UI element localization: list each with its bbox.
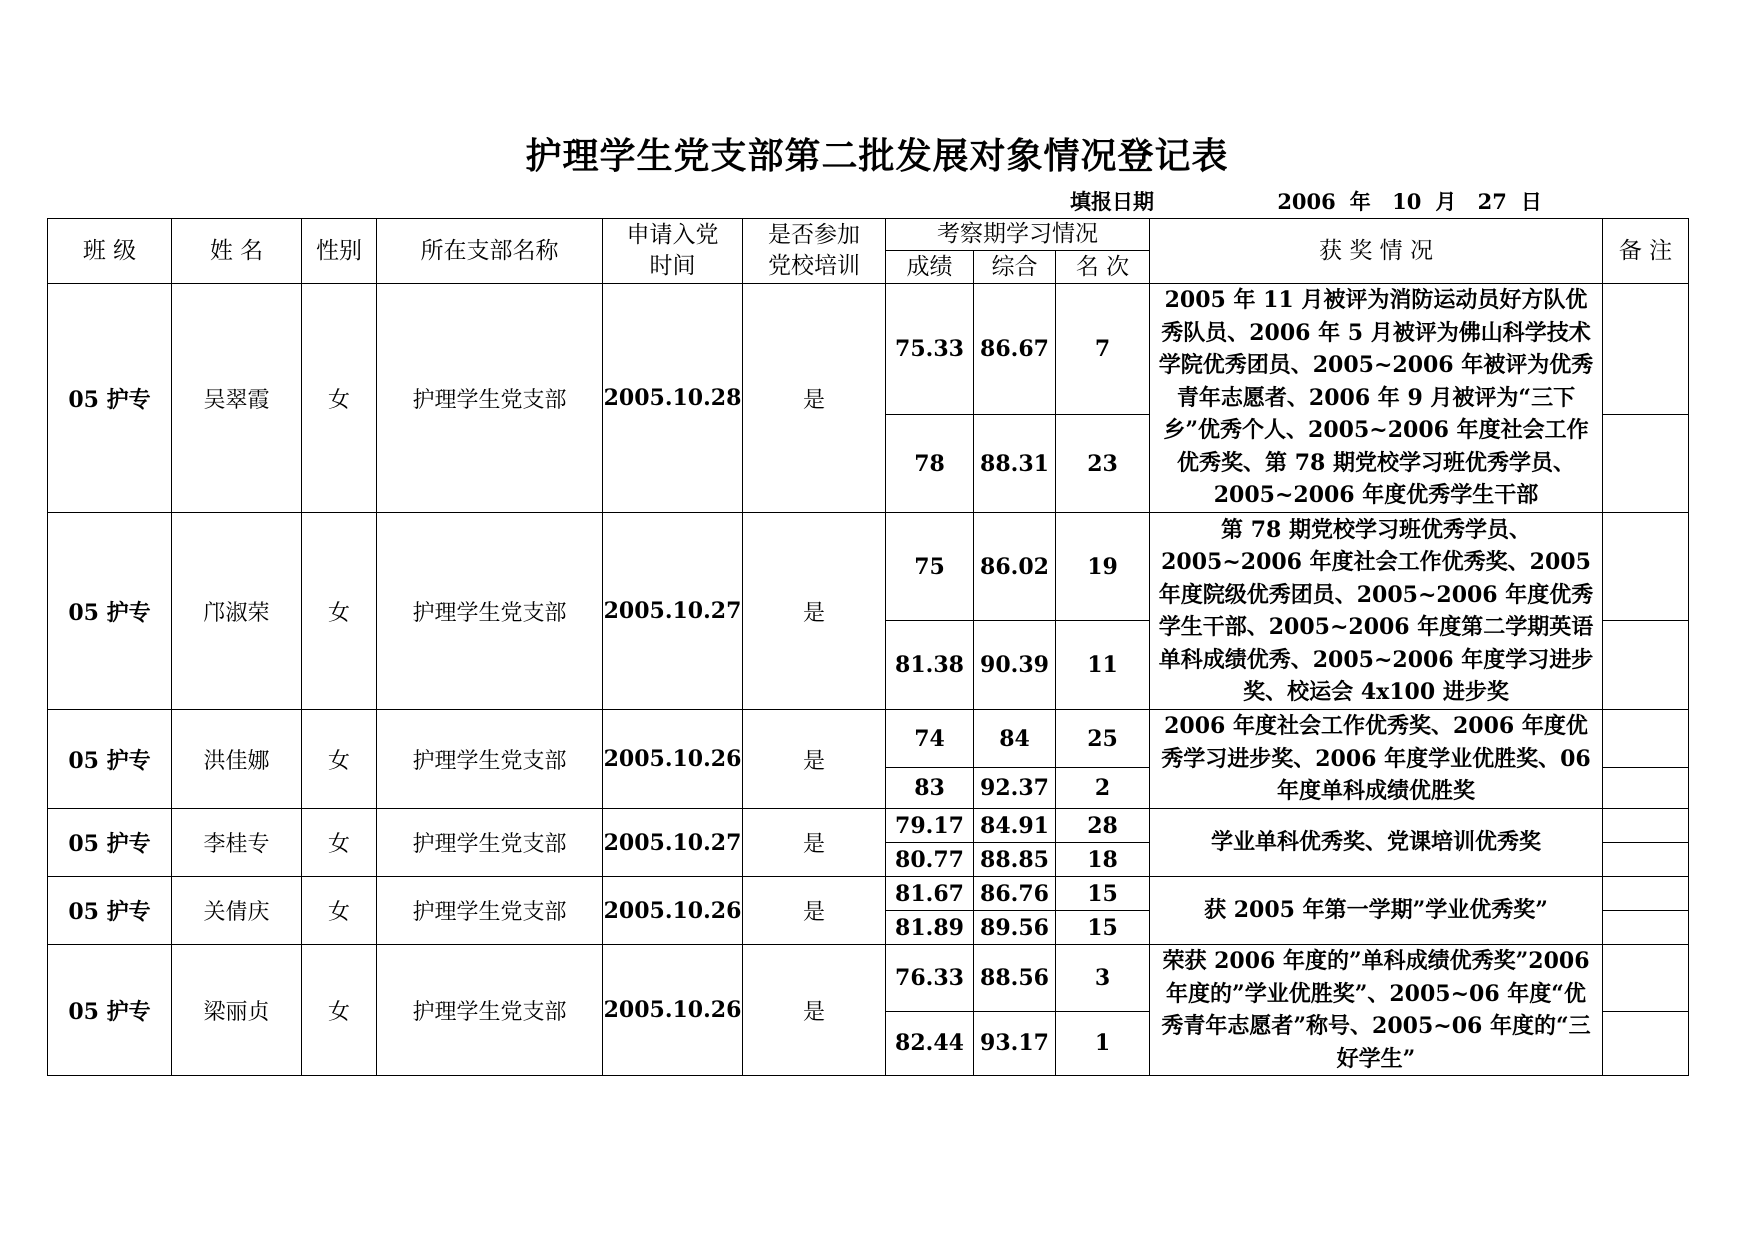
name-cell: 邝淑荣 (172, 513, 302, 710)
overall-cell: 86.67 (974, 284, 1056, 415)
header-apply-date (603, 219, 743, 284)
branch-cell: 护理学生党支部 (377, 284, 603, 513)
overall-cell: 88.56 (974, 945, 1056, 1012)
header-score: 成绩 (886, 251, 974, 284)
score-cell: 80.77 (886, 843, 974, 877)
branch-cell: 护理学生党支部 (377, 513, 603, 710)
score-cell: 81.89 (886, 911, 974, 945)
branch-cell: 护理学生党支部 (377, 945, 603, 1076)
remarks-cell (1603, 1011, 1689, 1076)
header-study: 考察期学习情况 (886, 219, 1150, 251)
branch-cell: 护理学生党支部 (377, 877, 603, 945)
rank-cell: 3 (1056, 945, 1150, 1012)
gender-cell: 女 (302, 945, 377, 1076)
awards-text: 2006 年度社会工作优秀奖、2006 年度优秀学习进步奖、2006 年度学业优胜奖、06 年度单科成绩优胜奖 (1161, 713, 1591, 805)
header-apply-date-line1: 申请入党 (626, 222, 719, 248)
class-cell: 05 护专 (48, 945, 172, 1076)
rank-cell: 15 (1056, 877, 1150, 911)
fill-date-year: 2006 (1277, 189, 1336, 214)
header-name: 姓 名 (172, 219, 302, 284)
fill-date (1070, 186, 1550, 216)
awards-cell (1150, 877, 1603, 945)
class-cell: 05 护专 (48, 284, 172, 513)
training-cell: 是 (743, 710, 886, 809)
rank-cell: 23 (1056, 415, 1150, 513)
class-cell: 05 护专 (48, 710, 172, 809)
awards-text: 第 78 期党校学习班优秀学员、2005~2006 年度社会工作优秀奖、2005 年度院级优秀团员、2005~2006 年度优秀学生干部、2005~2006 年度第二学期英语单科成绩优秀、2005~2006 年度学习进步奖、校运会 4x100 进步奖 (1158, 516, 1594, 705)
form-title: 护理学生党支部第二批发展对象情况登记表 (525, 135, 1229, 177)
branch-cell: 护理学生党支部 (377, 809, 603, 877)
rank-cell: 15 (1056, 911, 1150, 945)
gender-cell: 女 (302, 877, 377, 945)
apply-date-cell: 2005.10.28 (603, 284, 743, 513)
gender-cell: 女 (302, 284, 377, 513)
remarks-cell (1603, 284, 1689, 415)
table-row (48, 877, 1689, 911)
header-rank: 名 次 (1056, 251, 1150, 284)
remarks-cell (1603, 710, 1689, 768)
training-cell: 是 (743, 513, 886, 710)
header-training-line1: 是否参加 (768, 222, 860, 248)
rank-cell: 11 (1056, 621, 1150, 710)
overall-cell: 88.31 (974, 415, 1056, 513)
score-cell: 75 (886, 513, 974, 621)
header-awards: 获 奖 情 况 (1150, 219, 1603, 284)
score-cell: 76.33 (886, 945, 974, 1012)
rank-cell: 28 (1056, 809, 1150, 843)
training-cell: 是 (743, 945, 886, 1076)
overall-cell: 84 (974, 710, 1056, 768)
remarks-cell (1603, 945, 1689, 1012)
training-cell: 是 (743, 809, 886, 877)
name-cell: 洪佳娜 (172, 710, 302, 809)
score-cell: 81.67 (886, 877, 974, 911)
header-apply-date-line2: 时间 (649, 253, 696, 279)
table-row (48, 945, 1689, 1012)
overall-cell: 93.17 (974, 1011, 1056, 1076)
awards-text: 获 2005 年第一学期”学业优秀奖” (1204, 897, 1548, 924)
remarks-cell (1603, 513, 1689, 621)
overall-cell: 88.85 (974, 843, 1056, 877)
remarks-cell (1603, 877, 1689, 911)
score-cell: 78 (886, 415, 974, 513)
header-overall: 综合 (974, 251, 1056, 284)
registration-table (47, 218, 1689, 1076)
remarks-cell (1603, 415, 1689, 513)
overall-cell: 89.56 (974, 911, 1056, 945)
awards-cell (1150, 945, 1603, 1076)
training-cell: 是 (743, 284, 886, 513)
overall-cell: 86.76 (974, 877, 1056, 911)
table-row (48, 710, 1689, 768)
overall-cell: 86.02 (974, 513, 1056, 621)
table-row (48, 284, 1689, 415)
remarks-cell (1603, 621, 1689, 710)
name-cell: 吴翠霞 (172, 284, 302, 513)
rank-cell: 25 (1056, 710, 1150, 768)
apply-date-cell: 2005.10.26 (603, 877, 743, 945)
awards-cell (1150, 710, 1603, 809)
score-cell: 79.17 (886, 809, 974, 843)
score-cell: 74 (886, 710, 974, 768)
class-cell: 05 护专 (48, 877, 172, 945)
name-cell: 关倩庆 (172, 877, 302, 945)
awards-cell (1150, 513, 1603, 710)
remarks-cell (1603, 911, 1689, 945)
rank-cell: 2 (1056, 768, 1150, 809)
overall-cell: 84.91 (974, 809, 1056, 843)
header-remarks: 备 注 (1603, 219, 1689, 284)
class-cell: 05 护专 (48, 809, 172, 877)
awards-cell (1150, 284, 1603, 513)
overall-cell: 90.39 (974, 621, 1056, 710)
overall-cell: 92.37 (974, 768, 1056, 809)
apply-date-cell: 2005.10.26 (603, 710, 743, 809)
score-cell: 82.44 (886, 1011, 974, 1076)
awards-cell (1150, 809, 1603, 877)
remarks-cell (1603, 843, 1689, 877)
fill-date-label: 填报日期 (1070, 189, 1154, 214)
remarks-cell (1603, 809, 1689, 843)
remarks-cell (1603, 768, 1689, 809)
fill-date-day: 27 (1477, 189, 1507, 214)
gender-cell: 女 (302, 513, 377, 710)
apply-date-cell: 2005.10.27 (603, 513, 743, 710)
apply-date-cell: 2005.10.26 (603, 945, 743, 1076)
score-cell: 81.38 (886, 621, 974, 710)
rank-cell: 19 (1056, 513, 1150, 621)
class-cell: 05 护专 (48, 513, 172, 710)
awards-text: 2005 年 11 月被评为消防运动员好方队优秀队员、2006 年 5 月被评为佛山科学技术学院优秀团员、2005~2006 年被评为优秀青年志愿者、2006 年 9 月被评为“三下乡”优秀个人、2005~2006 年度社会工作优秀奖、第 78 期党校学习班优秀学员、2005~2006 年度优秀学生干部 (1158, 287, 1594, 509)
gender-cell: 女 (302, 809, 377, 877)
fill-date-month-unit: 月 (1435, 189, 1457, 214)
header-gender: 性别 (302, 219, 377, 284)
name-cell: 李桂专 (172, 809, 302, 877)
training-cell: 是 (743, 877, 886, 945)
rank-cell: 18 (1056, 843, 1150, 877)
header-training (743, 219, 886, 284)
awards-text: 荣获 2006 年度的”单科成绩优秀奖”2006 年度的”学业优胜奖”、2005~06 年度“优秀青年志愿者”称号、2005~06 年度的“三好学生” (1161, 948, 1591, 1072)
awards-text: 学业单科优秀奖、党课培训优秀奖 (1210, 829, 1541, 856)
fill-date-year-unit: 年 (1349, 189, 1371, 214)
header-class: 班 级 (48, 219, 172, 284)
name-cell: 梁丽贞 (172, 945, 302, 1076)
apply-date-cell: 2005.10.27 (603, 809, 743, 877)
rank-cell: 1 (1056, 1011, 1150, 1076)
table-row (48, 513, 1689, 621)
fill-date-month: 10 (1392, 189, 1422, 214)
branch-cell: 护理学生党支部 (377, 710, 603, 809)
score-cell: 83 (886, 768, 974, 809)
score-cell: 75.33 (886, 284, 974, 415)
rank-cell: 7 (1056, 284, 1150, 415)
header-branch: 所在支部名称 (377, 219, 603, 284)
table-row (48, 809, 1689, 843)
fill-date-day-unit: 日 (1520, 189, 1542, 214)
gender-cell: 女 (302, 710, 377, 809)
header-training-line2: 党校培训 (768, 253, 860, 279)
